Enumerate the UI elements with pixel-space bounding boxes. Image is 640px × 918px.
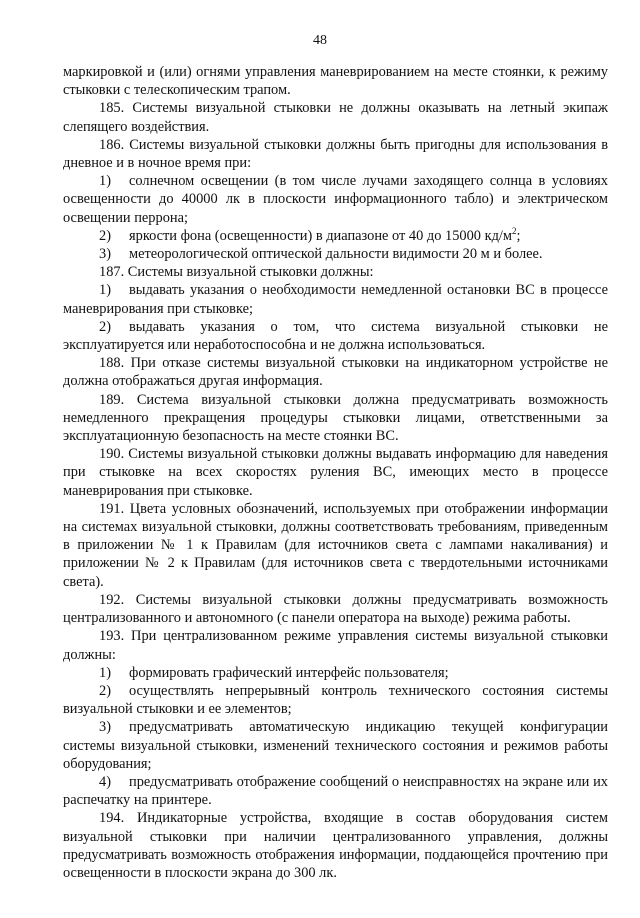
- list-item: [63, 318, 608, 354]
- list-item: [63, 773, 608, 809]
- list-item: [63, 682, 608, 718]
- list-item-text: предусматривать автоматическую индикацию текущей конфигурации системы визуальной стыковки, изменений технического состояния и режимов работы оборудования;: [63, 719, 608, 772]
- list-item-number: 2): [99, 318, 111, 335]
- list-item-text: выдавать указания о необходимости немедленной остановки ВС в процессе маневрирования при стыковке;: [63, 282, 608, 317]
- superscript: 2: [512, 226, 517, 237]
- list-item-number: 3): [99, 246, 111, 263]
- paragraph-189: 189. Система визуальной стыковки должна предусматривать возможность немедленного прекращения процедуры стыковки лицами, ответственными за эксплуатационную безопасность на месте стоянки ВС.: [63, 391, 608, 445]
- paragraph-192: 192. Системы визуальной стыковки должны предусматривать возможность централизованного и автономного (с панели оператора на выходе) режима работы.: [63, 591, 608, 627]
- paragraph-continuation: маркировкой и (или) огнями управления маневрированием на месте стоянки, к режиму стыковки с телескопическим трапом.: [63, 64, 608, 99]
- document-body: [63, 63, 608, 882]
- list-item-tail: ;: [516, 227, 521, 244]
- list-item-number: 1): [99, 282, 111, 299]
- paragraph-194: 194. Индикаторные устройства, входящие в состав оборудования систем визуальной стыковки при наличии централизованного управления, должны предусматривать возможность отображения информации, поддающейся прочтению при освещенности в плоскости экрана до 300 лк.: [63, 810, 608, 881]
- paragraph-191: 191. Цвета условных обозначений, используемых при отображении информации на системах визуальной стыковки, должны соответствовать требованиям, приведенным в приложении № 1 к Правилам (для источников света с лампами накаливания) и приложении № 2 к Правилам (для источников света с твердотельными источниками света).: [63, 500, 608, 590]
- list-item-number: 1): [99, 664, 111, 681]
- list-item-text: формировать графический интерфейс пользователя;: [129, 664, 449, 681]
- list-item: [63, 245, 608, 263]
- list-item-number: 3): [99, 719, 111, 736]
- list-item-text: метеорологической оптической дальности видимости 20 м и более.: [129, 246, 543, 263]
- list-item-text: выдавать указания о том, что система визуальной стыковки не эксплуатируется или неработоспособна и не должна использоваться.: [63, 318, 608, 354]
- list-item: [63, 281, 608, 317]
- page-number: 48: [313, 33, 327, 48]
- paragraph-187: 187. Системы визуальной стыковки должны:: [99, 264, 374, 281]
- list-item-number: 2): [99, 227, 111, 244]
- list-item: [63, 718, 608, 773]
- list-item-text: предусматривать отображение сообщений о неисправностях на экране или их распечатку на принтере.: [63, 773, 608, 809]
- list-item-text: яркости фона (освещенности) в диапазоне от 40 до 15000 кд/м: [129, 227, 513, 244]
- paragraph-185: 185. Системы визуальной стыковки не должны оказывать на летный экипаж слепящего воздействия.: [63, 100, 608, 135]
- list-item: [63, 227, 608, 245]
- list-item-number: 2): [99, 682, 111, 699]
- list-item: [63, 172, 608, 227]
- paragraph-190: 190. Системы визуальной стыковки должны выдавать информацию для наведения при стыковке на всех скоростях руления ВС, имеющих место в процессе маневрирования при стыковке.: [63, 446, 608, 499]
- list-item-number: 1): [99, 173, 111, 190]
- list-item-text: солнечном освещении (в том числе лучами заходящего солнца в условиях освещенности до 40000 лк в плоскости информационного табло) и электрическом освещении перрона;: [63, 173, 608, 226]
- list-item: [63, 664, 608, 682]
- list-item-text: осуществлять непрерывный контроль технического состояния системы визуальной стыковки и ее элементов;: [63, 682, 608, 718]
- paragraph-186: 186. Системы визуальной стыковки должны быть пригодны для использования в дневное и в ночное время при:: [63, 136, 608, 172]
- list-item-number: 4): [99, 773, 111, 790]
- paragraph-193: 193. При централизованном режиме управления системы визуальной стыковки должны:: [63, 628, 608, 663]
- paragraph-188: 188. При отказе системы визуальной стыковки на индикаторном устройстве не должна отображаться другая информация.: [63, 355, 608, 390]
